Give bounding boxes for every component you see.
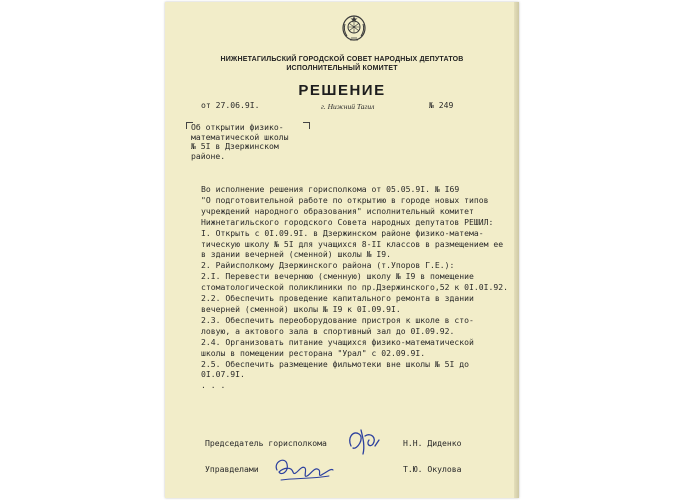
document-date: от 27.06.9I.: [201, 100, 260, 110]
body-line: "О подготовительной работе по открытию в городе новых типов: [201, 194, 489, 205]
issuer-name: НИЖНЕТАГИЛЬСКИЙ ГОРОДСКОЙ СОВЕТ НАРОДНЫХ ДЕПУТАТОВ: [220, 56, 464, 63]
body-line: 2. Райисполкому Дзержинского района (т.Упоров Г.Е.):: [201, 260, 455, 271]
body-line: 2.2. Обеспечить проведение капитального ремонта в здании: [201, 293, 474, 304]
document-body: [201, 184, 521, 391]
document-city: г. Нижний Тагил: [321, 102, 375, 111]
manager-signature: [271, 452, 335, 488]
body-line: Нижнетагильского городского Совета народных депутатов РЕШИЛ:: [201, 216, 494, 227]
document-title: РЕШЕНИЕ: [298, 82, 386, 99]
manager-title: Управделами: [205, 464, 259, 474]
body-line: ловую, а актового зала в спортивный зал до 0I.09.92.: [201, 325, 455, 336]
chairman-name: Н.Н. Диденко: [403, 438, 462, 448]
ussr-emblem-icon: [341, 14, 367, 42]
body-line: 0I.07.9I.: [201, 369, 245, 380]
chairman-title: Председатель горисполкома: [205, 438, 327, 448]
body-line: стоматологической поликлиники по пр.Дзержинского,52 к 0I.0I.92.: [201, 282, 508, 293]
body-line: 2.5. Обеспечить размещение фильмотеки вне школы № 5I до: [201, 358, 470, 369]
chairman-signature: [343, 424, 393, 458]
body-line: школы в помещении ресторана "Урал" с 02.09.9I.: [201, 347, 426, 358]
body-line: учреждений народного образования" исполнительный комитет: [201, 205, 474, 216]
body-line: тическую школу № 5I для учащихся 8-II классов в размещением ее: [201, 238, 504, 249]
body-line: 2.4. Организовать питание учащихся физико-математической: [201, 336, 474, 347]
subject-line: Об открытии физико-: [191, 122, 284, 132]
subject-line: математической школы: [191, 131, 289, 142]
body-line: в здании вечерней (сменной) школы № I9.: [201, 249, 392, 260]
document-number: № 249: [429, 100, 454, 110]
subject-line: районе.: [191, 150, 226, 161]
body-line: 2.3. Обеспечить переоборудование пристроя к школе в сто-: [201, 314, 474, 325]
body-line: 2.I. Перевести вечернюю (сменную) школу № I9 в помещение: [201, 271, 474, 282]
body-line: Во исполнение решения горисполкома от 05.05.9I. № I69: [201, 184, 460, 194]
manager-name: Т.Ю. Окулова: [403, 464, 462, 474]
body-line: I. Открыть с 0I.09.9I. в Дзержинском районе физико-матема-: [201, 227, 484, 238]
subject-line: № 5I в Дзержинском: [191, 141, 279, 151]
document-subject: [191, 123, 321, 161]
body-line: вечерней (сменной) школы № I9 к 0I.09.9I.: [201, 303, 401, 314]
body-line: . . .: [201, 380, 226, 391]
document-page: [165, 2, 519, 498]
issuer-subtitle: ИСПОЛНИТЕЛЬНЫЙ КОМИТЕТ: [286, 65, 398, 72]
